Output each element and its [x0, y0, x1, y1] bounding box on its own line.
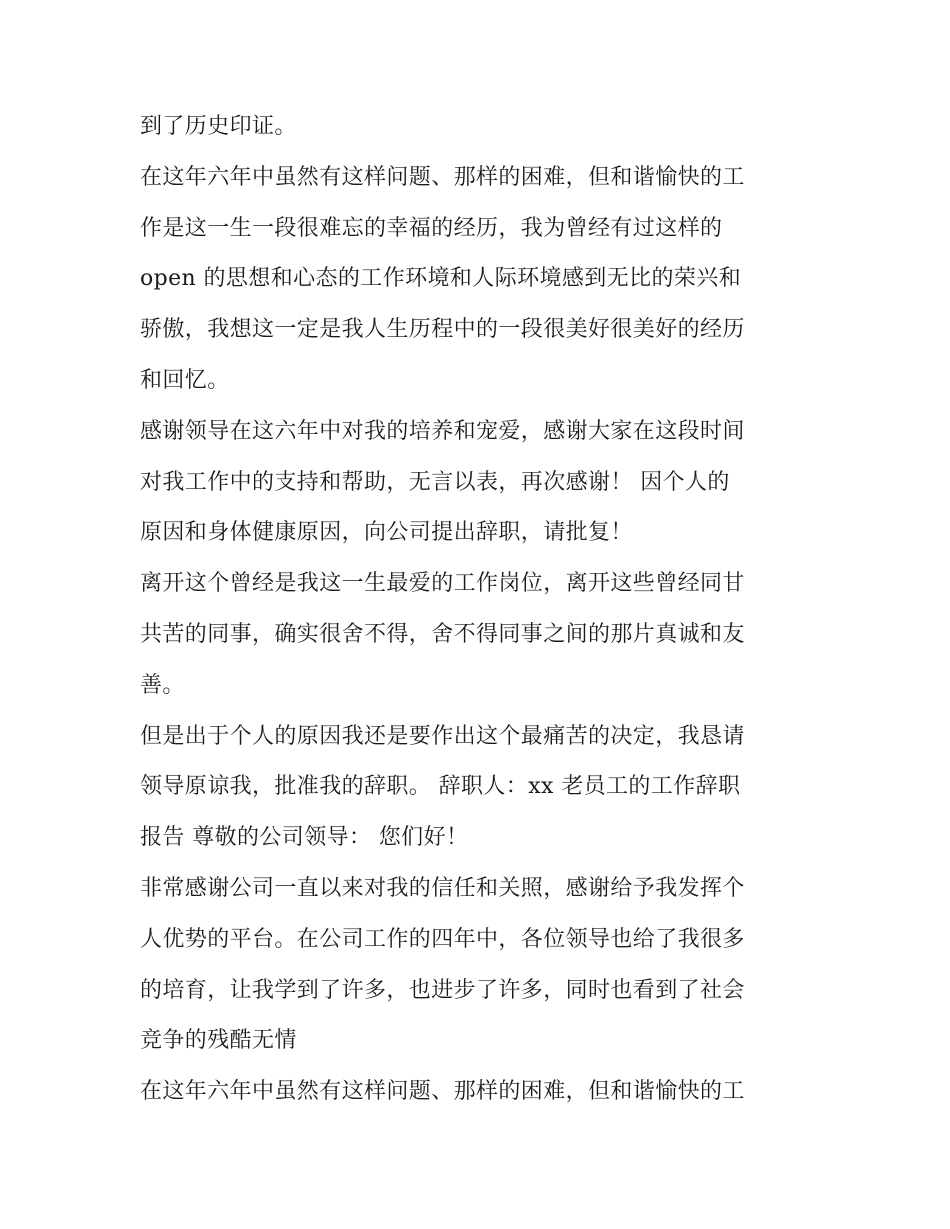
document-body: [140, 102, 820, 1118]
text-line: 到了历史印证。: [140, 114, 297, 139]
text-line: 领导原谅我，批准我的辞职。 辞职人：xx 老员工的工作辞职: [140, 774, 741, 800]
text-line: 竞争的残酷无情: [140, 1028, 297, 1054]
text-line: open 的思想和心态的工作环境和人际环境感到无比的荣兴和: [140, 266, 742, 292]
text-line: 非常感谢公司一直以来对我的信任和关照，感谢给予我发挥个: [140, 875, 745, 901]
paragraph-6: [140, 864, 820, 1067]
text-line: 感谢领导在这六年中对我的培养和宠爱，感谢大家在这段时间: [140, 418, 745, 444]
paragraph-3: [140, 407, 820, 559]
paragraph-7: [140, 1067, 820, 1118]
text-line: 但是出于个人的原因我还是要作出这个最痛苦的决定，我恳请: [140, 723, 745, 749]
text-line: 作是这一生一段很难忘的幸福的经历，我为曾经有过这样的: [140, 215, 723, 241]
text-line: 人优势的平台。在公司工作的四年中，各位领导也给了我很多: [140, 926, 745, 952]
text-line: 报告 尊敬的公司领导： 您们好！: [140, 825, 469, 851]
text-line: 的培育，让我学到了许多，也进步了许多，同时也看到了社会: [140, 977, 745, 1003]
text-line: 和回忆。: [140, 367, 230, 393]
text-line: 原因和身体健康原因，向公司提出辞职，请批复！: [140, 520, 633, 546]
text-line: 在这年六年中虽然有这样问题、那样的困难，但和谐愉快的工: [140, 1079, 745, 1105]
paragraph-4: [140, 559, 820, 711]
paragraph-1: [140, 102, 820, 153]
paragraph-5: [140, 712, 820, 864]
text-line: 在这年六年中虽然有这样问题、那样的困难，但和谐愉快的工: [140, 164, 745, 190]
text-line: 共苦的同事，确实很舍不得，舍不得同事之间的那片真诚和友: [140, 621, 745, 647]
paragraph-2: [140, 153, 820, 407]
text-line: 善。: [140, 672, 185, 698]
text-line: 对我工作中的支持和帮助，无言以表，再次感谢！ 因个人的: [140, 469, 730, 495]
text-line: 离开这个曾经是我这一生最爱的工作岗位，离开这些曾经同甘: [140, 571, 745, 597]
text-line: 骄傲，我想这一定是我人生历程中的一段很美好很美好的经历: [140, 317, 745, 343]
